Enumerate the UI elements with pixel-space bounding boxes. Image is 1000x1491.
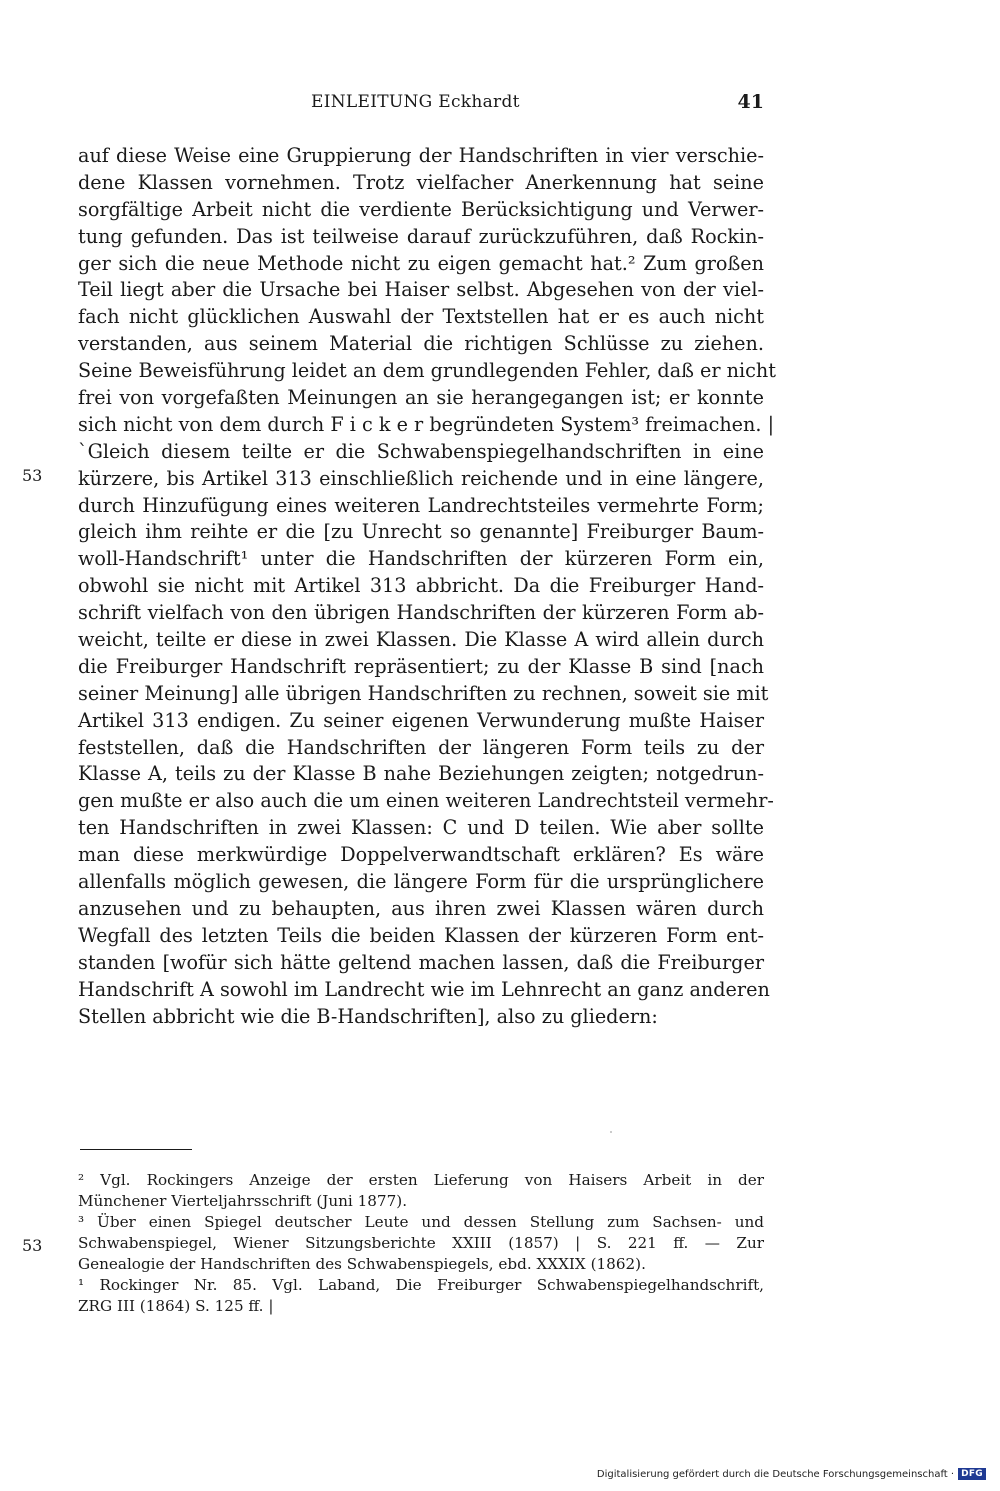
page-header bbox=[78, 92, 764, 122]
text-line: ger sich die neue Methode nicht zu eigen gemacht hat.² Zum großen bbox=[78, 251, 764, 275]
footnote-line: ZRG III (1864) S. 125 ff. | bbox=[78, 1297, 274, 1315]
text-line: Handschrift A sowohl im Landrecht wie im Lehnrecht an ganz anderen bbox=[78, 977, 770, 1001]
text-line: sorgfältige Arbeit nicht die verdiente Berücksichtigung und Verwer- bbox=[78, 197, 764, 221]
text-line: Klasse A, teils zu der Klasse B nahe Beziehungen zeigten; notgedrun- bbox=[78, 762, 764, 786]
text-line: `Gleich diesem teilte er die Schwabenspiegelhandschriften in eine bbox=[78, 439, 764, 463]
text-line: Teil liegt aber die Ursache bei Haiser selbst. Abgesehen von der viel- bbox=[78, 278, 764, 302]
credit-text: Digitalisierung gefördert durch die Deutsche Forschungsgemeinschaft · bbox=[596, 1468, 955, 1480]
margin-page-number: 53 bbox=[22, 466, 43, 485]
text-line: Artikel 313 endigen. Zu seiner eigenen Verwunderung mußte Haiser bbox=[78, 708, 764, 732]
text-line: auf diese Weise eine Gruppierung der Handschriften in vier verschie- bbox=[78, 144, 764, 167]
scan-speck bbox=[610, 1131, 612, 1133]
text-line: Wegfall des letzten Teils die beiden Klassen der kürzeren Form ent- bbox=[78, 923, 764, 947]
dfg-logo-icon: DFG bbox=[958, 1468, 986, 1480]
text-line: frei von vorgefaßten Meinungen an sie herangegangen ist; er konnte bbox=[78, 386, 764, 410]
text-line: weicht, teilte er diese in zwei Klassen. Die Klasse A wird allein durch bbox=[78, 628, 764, 652]
text-line: allenfalls möglich gewesen, die längere Form für die ursprünglichere bbox=[78, 870, 764, 894]
footnote-line: Genealogie der Handschriften des Schwabenspiegels, ebd. XXXIX (1862). bbox=[78, 1255, 646, 1273]
text-line: man diese merkwürdige Doppelverwandtschaft erklären? Es wäre bbox=[78, 843, 764, 867]
text-line: obwohl sie nicht mit Artikel 313 abbricht. Da die Freiburger Hand- bbox=[78, 574, 764, 598]
text-line: woll-Handschrift¹ unter die Handschriften der kürzeren Form ein, bbox=[78, 547, 764, 571]
text-line: verstanden, aus seinem Material die richtigen Schlüsse zu ziehen. bbox=[78, 332, 764, 356]
text-line: seiner Meinung] alle übrigen Handschriften zu rechnen, soweit sie mit bbox=[78, 681, 769, 705]
text-line: durch Hinzufügung eines weiteren Landrechtsteiles vermehrte Form; bbox=[78, 493, 764, 517]
text-line: die Freiburger Handschrift repräsentiert; zu der Klasse B sind [nach bbox=[78, 654, 764, 678]
digitization-credit bbox=[597, 1468, 986, 1480]
footnote-line: Schwabenspiegel, Wiener Sitzungsberichte XXIII (1857) | S. 221 ff. — Zur bbox=[78, 1234, 764, 1252]
text-line: Stellen abbricht wie die B-Handschriften], also zu gliedern: bbox=[78, 1004, 658, 1028]
text-line: fach nicht glücklichen Auswahl der Textstellen hat er es auch nicht bbox=[78, 305, 764, 329]
text-line: Seine Beweisführung leidet an dem grundlegenden Fehler, daß er nicht bbox=[78, 359, 776, 383]
text-line: anzusehen und zu behaupten, aus ihren zwei Klassen wären durch bbox=[78, 896, 764, 920]
text-line: sich nicht von dem durch F i c k e r begründeten System³ freimachen. | bbox=[78, 412, 775, 436]
text-line: kürzere, bis Artikel 313 einschließlich reichende und in eine längere, bbox=[78, 466, 764, 490]
text-line: schrift vielfach von den übrigen Handschriften der kürzeren Form ab- bbox=[78, 601, 764, 625]
margin-page-number: 53 bbox=[22, 1236, 43, 1255]
footnote-divider bbox=[80, 1149, 192, 1150]
text-line: feststellen, daß die Handschriften der längeren Form teils zu der bbox=[78, 735, 764, 759]
footnote-line: ³ Über einen Spiegel deutscher Leute und dessen Stellung zum Sachsen- und bbox=[78, 1213, 764, 1231]
text-line: gleich ihm reihte er die [zu Unrecht so genannte] Freiburger Baum- bbox=[78, 520, 764, 544]
footnotes bbox=[78, 1170, 764, 1317]
footnote-line: ¹ Rockinger Nr. 85. Vgl. Laband, Die Freiburger Schwabenspiegelhandschrift, bbox=[78, 1276, 764, 1294]
page-number: 41 bbox=[737, 91, 764, 113]
main-text bbox=[78, 143, 776, 1030]
text-line: dene Klassen vornehmen. Trotz vielfacher Anerkennung hat seine bbox=[78, 170, 764, 194]
text-line: ten Handschriften in zwei Klassen: C und D teilen. Wie aber sollte bbox=[78, 816, 764, 840]
text-line: standen [wofür sich hätte geltend machen lassen, daß die Freiburger bbox=[78, 950, 764, 974]
running-head: EINLEITUNG Eckhardt bbox=[311, 92, 520, 112]
footnote-line: Münchener Vierteljahrsschrift (Juni 1877). bbox=[78, 1192, 408, 1210]
text-line: tung gefunden. Das ist teilweise darauf zurückzuführen, daß Rockin- bbox=[78, 224, 764, 248]
footnote-line: ² Vgl. Rockingers Anzeige der ersten Lieferung von Haisers Arbeit in der bbox=[78, 1171, 764, 1189]
text-line: gen mußte er also auch die um einen weiteren Landrechtsteil vermehr- bbox=[78, 789, 774, 813]
